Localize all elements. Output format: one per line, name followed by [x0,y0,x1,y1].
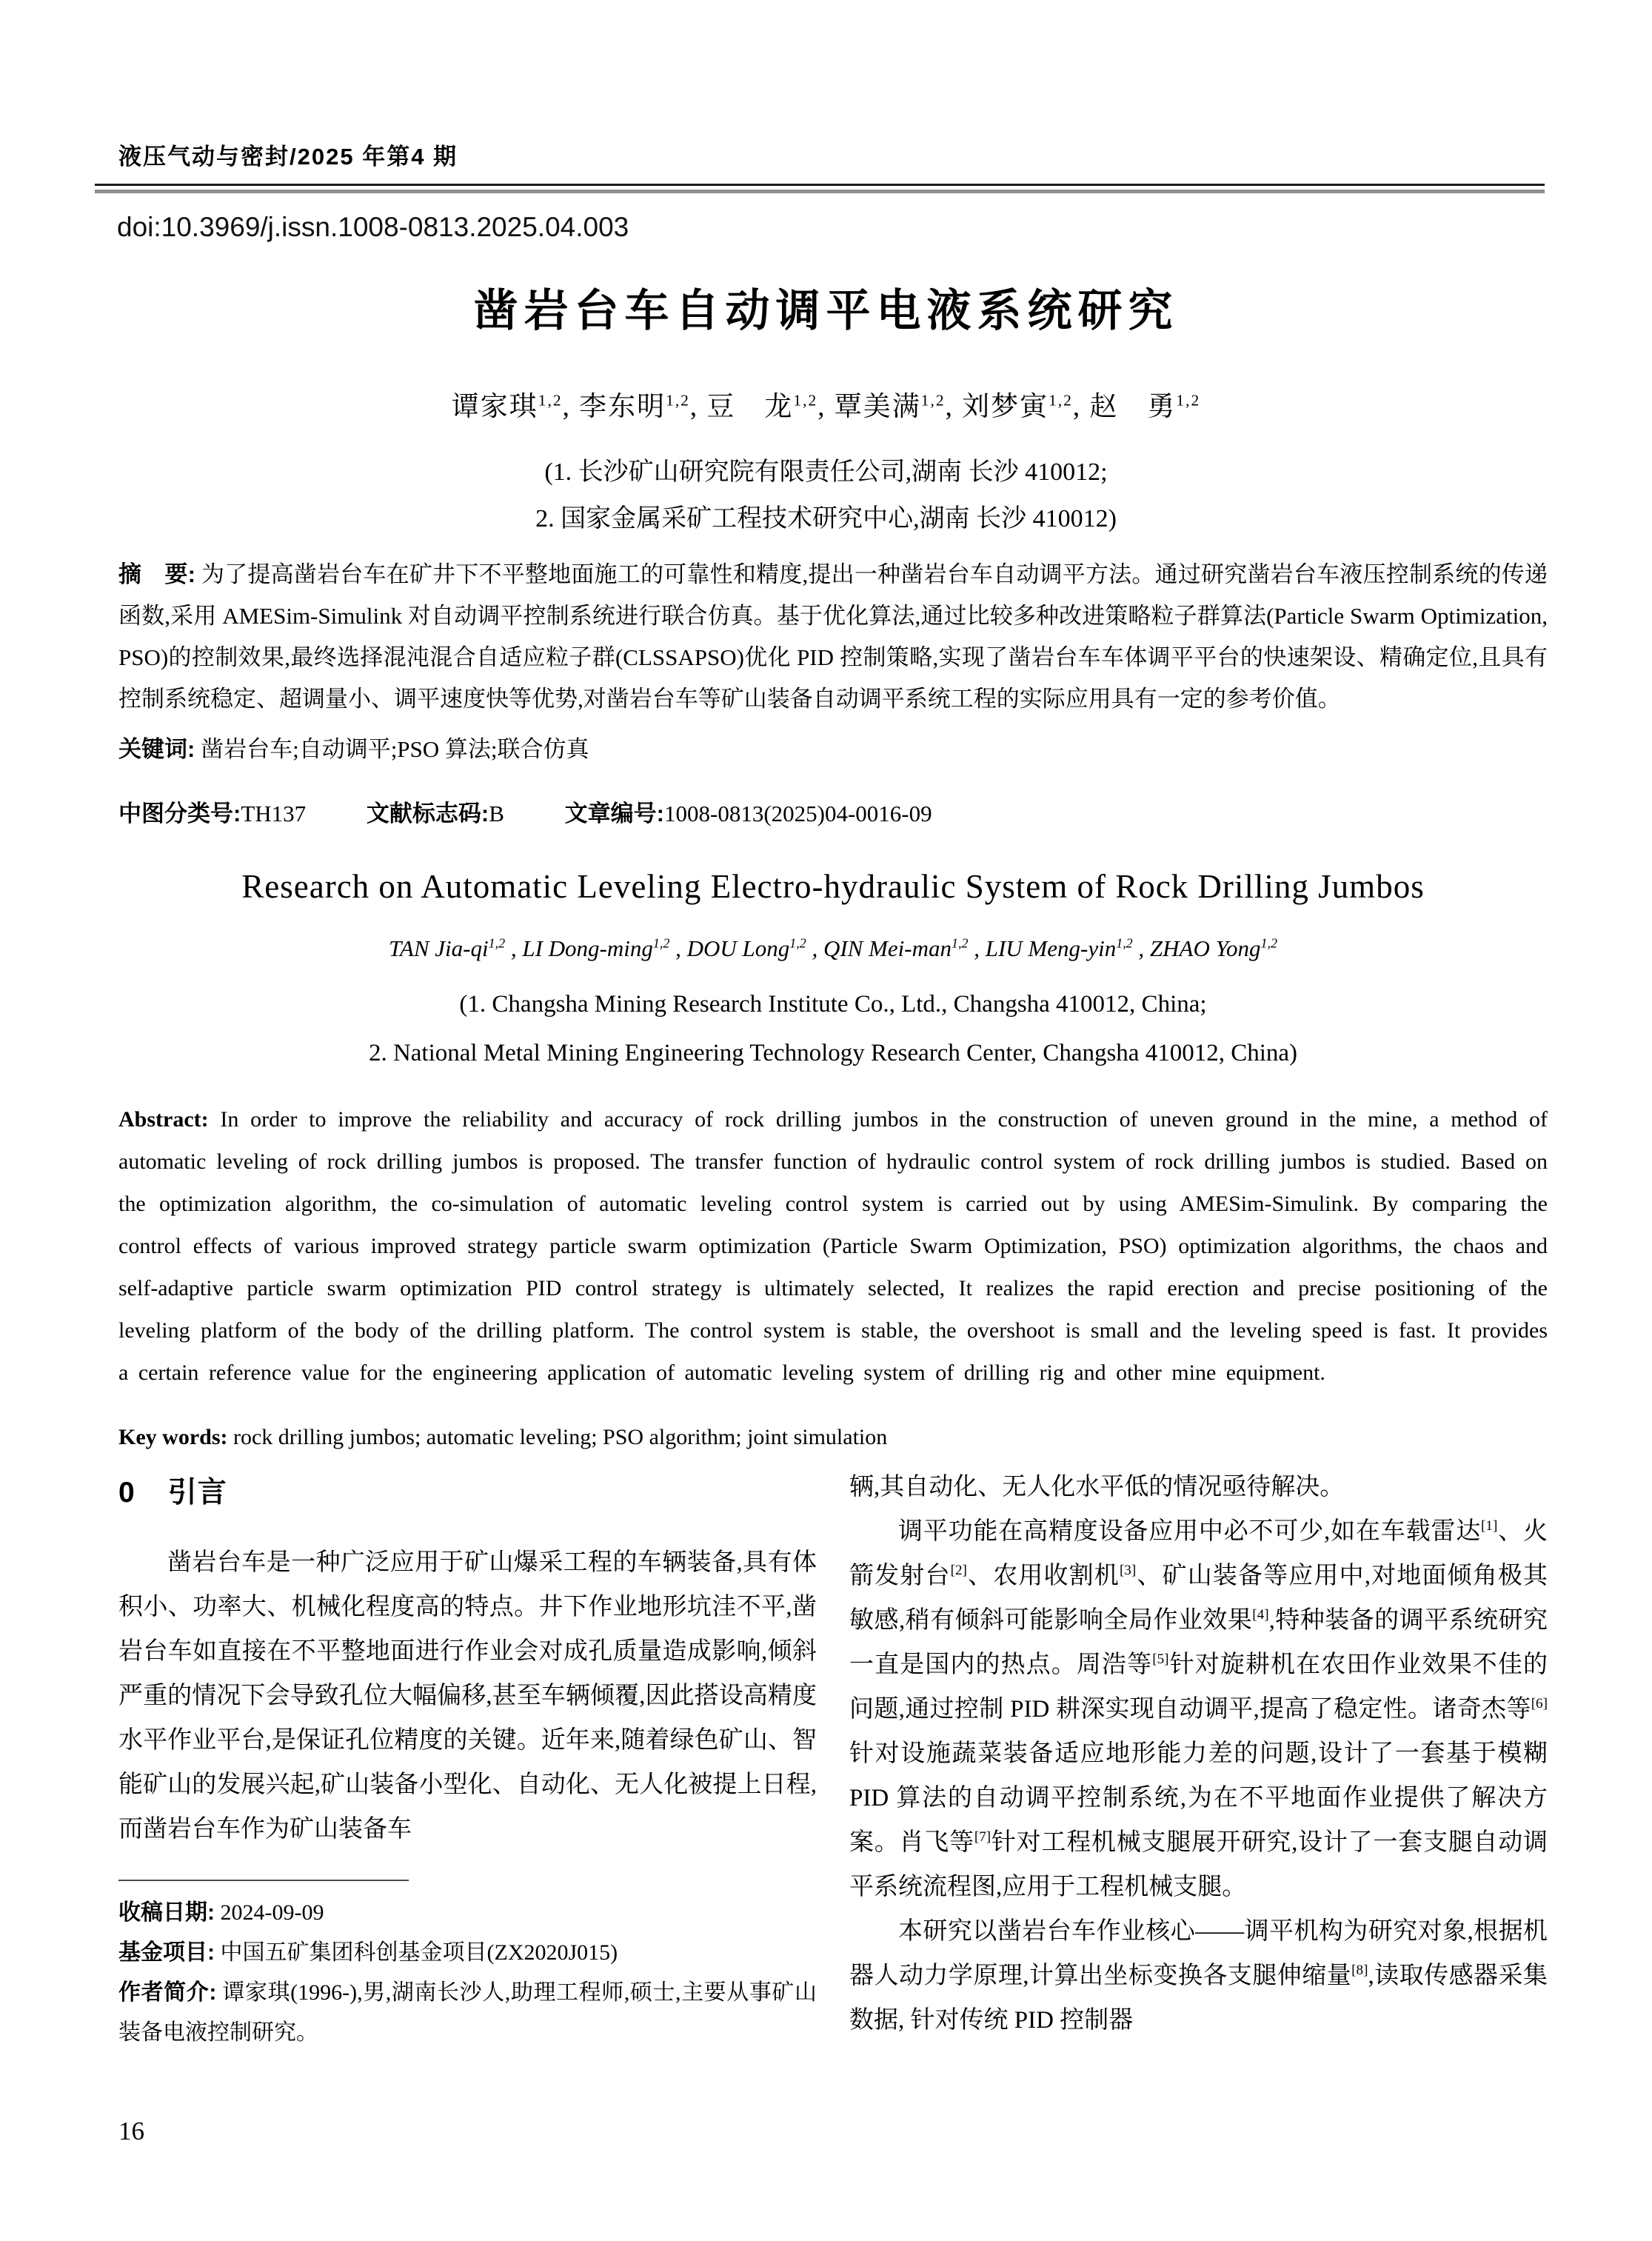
author-en: QIN Mei-man$^{1,2}$ , [823,935,986,961]
doc-code-group [367,801,504,826]
author-cn: 覃美满$^{1,2}$, [834,391,954,422]
english-head [118,867,1548,1078]
paper-title-en: Research on Automatic Leveling Electro-hydraulic System of Rock Drilling Jumbos [241,868,1425,905]
affiliation-cn-line1: (1. 长沙矿山研究院有限责任公司,湖南 长沙 410012; [544,458,1108,486]
article-id-value: 1008-0813(2025)04-0016-09 [664,801,932,826]
article-id-label: 文章编号: [564,801,664,826]
page-number: 16 [118,2117,144,2145]
affiliation-en-line2: 2. National Metal Mining Engineering Technology Research Center, Changsha 410012, China) [368,1040,1298,1066]
author-en: LI Dong-ming$^{1,2}$ , [522,935,687,961]
author-en: TAN Jia-qi$^{1,2}$ , [388,935,523,961]
fund-label: 基金项目: [118,1940,215,1965]
author-affiliation-sup: 1,2 [538,391,563,410]
clc-value: TH137 [241,801,307,826]
author-en: LIU Meng-yin$^{1,2}$ , [985,935,1150,961]
fund-value: 中国五矿集团科创基金项目(ZX2020J015) [220,1940,618,1965]
author-affiliation-sup: 1,2 [789,935,806,951]
affiliations-en [118,980,1548,1078]
keywords-en-label: Key words: [118,1425,228,1449]
intro-paragraph-right-3: 本研究以凿岩台车作业核心——调平机构为研究对象,根据机器人动力学原理,计算出坐标变换各支腿伸缩量[8],读取传感器采集数据, 针对传统 PID 控制器 [849,1918,1548,2034]
section-number: 0 [118,1477,136,1509]
footnote-fund [118,1933,817,1973]
author-affiliation-sup: 1,2 [1116,935,1133,951]
doc-code-label: 文献标志码: [366,801,489,826]
author-en: DOU Long$^{1,2}$ , [686,935,823,961]
footnote-rule [118,1880,409,1881]
keywords-en [118,1416,1548,1458]
header-double-rule [95,184,1545,193]
bio-value: 谭家琪(1996-),男,湖南长沙人,助理工程师,硕士,主要从事矿山装备电液控制研究。 [118,1980,817,2045]
author-cn: 刘梦寅$^{1,2}$, [962,391,1082,422]
doc-code-value: B [489,801,504,826]
abstract-cn-label: 摘 要: [118,561,195,587]
footnote-block [118,1880,817,2053]
author-cn: 谭家琪$^{1,2}$, [451,391,571,422]
keywords-en-text: rock drilling jumbos; automatic leveling; PSO algorithm; joint simulation [233,1425,888,1449]
intro-paragraph-left: 凿岩台车是一种广泛应用于矿山爆采工程的车辆装备,具有体积小、功率大、机械化程度高的特点。井下作业地形坑洼不平,凿岩台车如直接在不平整地面进行作业会对成孔质量造成影响,倾斜严重的情况下会导致孔位大幅偏移,甚至车辆倾覆,因此搭设高精度水平作业平台,是保证孔位精度的关键。近年来,随着绿色矿山、智能矿山的发展兴起,矿山装备小型化、自动化、无人化被提上日程,而凿岩台车作为矿山装备车 [118,1549,817,1843]
journal-header: 液压气动与密封/2025 年第4 期 [118,144,458,170]
author-affiliation-sup: 1,2 [488,935,506,951]
authors-cn [0,384,1652,424]
author-affiliation-sup: 1,2 [1260,935,1277,951]
classification-line [118,793,1548,835]
footnote-received [118,1893,817,1933]
author-cn: 赵 勇$^{1,2}$ [1089,391,1201,422]
article-id-group [565,801,932,826]
bio-label: 作者简介: [118,1980,217,2005]
clc-label: 中图分类号: [118,801,241,826]
author-cn: 李东明$^{1,2}$, [579,391,699,422]
abstract-cn-text: 为了提高凿岩台车在矿井下不平整地面施工的可靠性和精度,提出一种凿岩台车自动调平方法。通过研究凿岩台车液压控制系统的传递函数,采用 AMESim-Simulink 对自动调平控制系统进行联合仿真。基于优化算法,通过比较多种改进策略粒子群算法(Particle Swarm Optimization, PSO)的控制效果,最终选择混沌混合自适应粒子群(CLSSAPSO)优化 PID 控制策略,实现了凿岩台车车体调平平台的快速架设、精确定位,且具有控制系统稳定、超调量小、调平速度快等优势,对凿岩台车等矿山装备自动调平系统工程的实际应用具有一定的参考价值。 [118,561,1548,712]
keywords-cn-label: 关键词: [118,736,195,762]
author-affiliation-sup: 1,2 [666,391,690,410]
affiliation-en-line1: (1. Changsha Mining Research Institute Co., Ltd., Changsha 410012, China; [459,991,1207,1018]
author-affiliation-sup: 1,2 [920,391,946,410]
author-affiliation-sup: 1,2 [652,935,670,951]
footnote-bio [118,1973,817,2053]
author-affiliation-sup: 1,2 [952,935,969,951]
keywords-cn [118,729,1548,770]
author-affiliation-sup: 1,2 [1049,391,1073,410]
abstract-en-text: In order to improve the reliability and accuracy of rock drilling jumbos in the construction of uneven ground in the mine, a method of automatic leveling of rock drilling jumbos is proposed. The transfer function of hydraulic control system of rock drilling jumbos is studied. Based on the optimization algorithm, the co-simulation of automatic leveling control system is carried out by using AMESim-Simulink. By comparing the control effects of various improved strategy particle swarm optimization (Particle Swarm Optimization, PSO) optimization algorithms, the chaos and self-adaptive particle swarm optimization PID control strategy is ultimately selected, It realizes the rapid erection and precise positioning of the leveling platform of the body of the drilling platform. The control system is stable, the overshoot is small and the leveling speed is fast. It provides a certain reference value for the engineering application of automatic leveling system of drilling rig and other mine equipment. [118,1107,1548,1385]
meta-block [118,554,1548,1480]
received-value: 2024-09-09 [220,1900,324,1925]
affiliation-cn-line2: 2. 国家金属采矿工程技术研究中心,湖南 长沙 410012) [535,505,1117,532]
affiliations-cn [0,449,1652,542]
intro-paragraph-right-2: 调平功能在高精度设备应用中必不可少,如在车载雷达[1]、火箭发射台[2]、农用收割机[3]、矿山装备等应用中,对地面倾角极其敏感,稍有倾斜可能影响全局作业效果[4],特种装备的调平系统研究一直是国内的热点。周浩等[5]针对旋耕机在农田作业效果不佳的问题,通过控制 PID 耕深实现自动调平,提高了稳定性。诸奇杰等[6]针对设施蔬菜装备适应地形能力差的问题,设计了一套基于模糊 PID 算法的自动调平控制系统,为在不平地面作业提供了解决方案。肖飞等[7]针对工程机械支腿展开研究,设计了一套支腿自动调平系统流程图,应用于工程机械支腿。 [849,1518,1548,1900]
keywords-cn-text: 凿岩台车;自动调平;PSO 算法;联合仿真 [201,736,589,762]
abstract-cn [118,554,1548,720]
clc-group [118,801,306,826]
abstract-en-label: Abstract: [118,1107,209,1132]
right-column [849,1465,1548,2053]
authors-en [118,935,1548,962]
section-title: 引言 [167,1477,227,1509]
abstract-en [118,1098,1548,1394]
author-cn: 豆 龙$^{1,2}$, [706,391,826,422]
intro-paragraph-right-1: 辆,其自动化、无人化水平低的情况亟待解决。 [849,1474,1345,1500]
author-affiliation-sup: 1,2 [793,391,818,410]
received-label: 收稿日期: [118,1900,215,1925]
section-heading-introduction [118,1471,817,1515]
left-column [118,1465,817,2053]
author-affiliation-sup: 1,2 [1176,391,1201,410]
doi: doi:10.3969/j.issn.1008-0813.2025.04.003 [117,212,629,242]
two-column-body [118,1465,1548,2053]
paper-title-cn: 凿岩台车自动调平电液系统研究 [473,286,1179,335]
author-en: ZHAO Yong$^{1,2}$ [1149,935,1277,961]
